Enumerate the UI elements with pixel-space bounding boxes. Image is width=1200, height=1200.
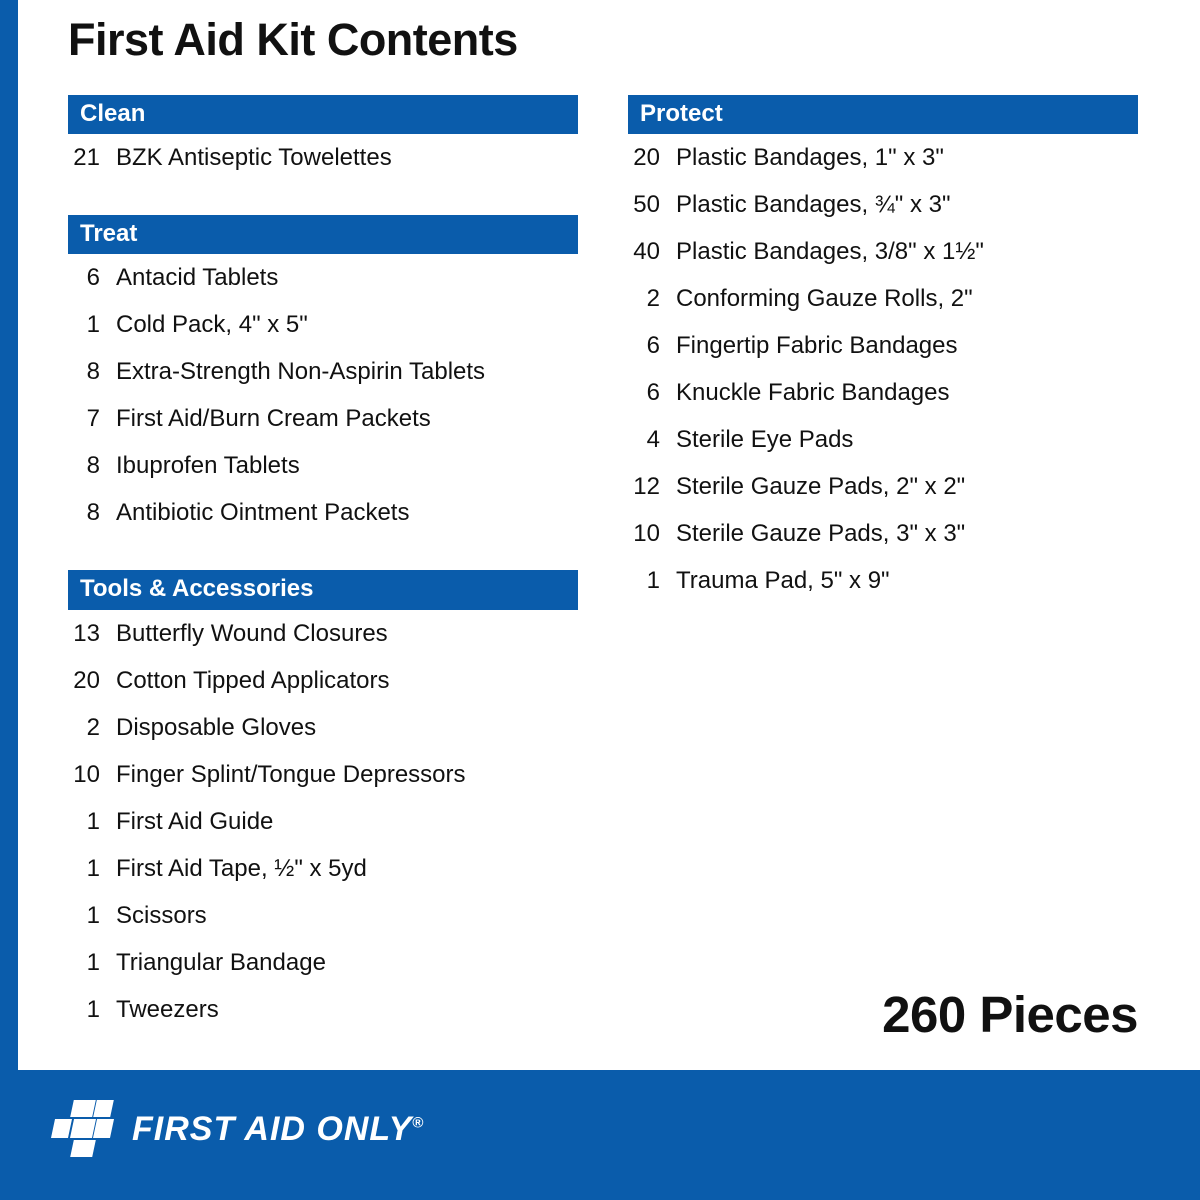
item-quantity: 21 (73, 144, 100, 172)
registered-trademark-symbol: ® (412, 1114, 425, 1132)
item-label: First Aid/Burn Cream Packets (116, 405, 431, 433)
item-label: Triangular Bandage (116, 948, 326, 976)
list-item (628, 134, 1138, 181)
list-item (628, 510, 1138, 557)
item-quantity: 1 (646, 567, 660, 595)
item-quantity: 50 (633, 191, 660, 219)
item-label: Cold Pack, 4" x 5" (116, 311, 308, 339)
item-label: Finger Splint/Tongue Depressors (116, 760, 466, 788)
item-quantity: 13 (73, 619, 100, 647)
list-item (68, 395, 578, 442)
section-treat (68, 215, 578, 536)
item-quantity: 6 (646, 379, 660, 407)
item-quantity: 1 (86, 807, 100, 835)
item-label: First Aid Guide (116, 807, 274, 835)
list-item (68, 610, 578, 657)
item-label: Butterfly Wound Closures (116, 619, 388, 647)
brand-logo (52, 1098, 424, 1160)
left-accent-bar (0, 0, 18, 1070)
total-pieces-count: 260 Pieces (882, 986, 1138, 1043)
list-item (68, 254, 578, 301)
item-label: Knuckle Fabric Bandages (676, 379, 950, 407)
item-quantity: 1 (86, 311, 100, 339)
section-header-tools: Tools & Accessories (68, 570, 578, 609)
item-label: Cotton Tipped Applicators (116, 666, 390, 694)
spacer (68, 536, 578, 570)
item-list-treat (68, 254, 578, 536)
list-item (628, 463, 1138, 510)
item-list-tools (68, 610, 578, 1033)
item-label: Trauma Pad, 5" x 9" (676, 567, 890, 595)
item-quantity: 10 (633, 520, 660, 548)
list-item (68, 986, 578, 1033)
left-column (68, 95, 578, 1033)
item-quantity: 1 (86, 948, 100, 976)
item-label: Plastic Bandages, 1" x 3" (676, 144, 944, 172)
item-quantity: 20 (73, 666, 100, 694)
item-label: Sterile Eye Pads (676, 426, 854, 454)
item-quantity: 1 (86, 901, 100, 929)
list-item (68, 301, 578, 348)
item-list-protect (628, 134, 1138, 604)
section-header-treat: Treat (68, 215, 578, 254)
item-label: First Aid Tape, ½" x 5yd (116, 854, 367, 882)
first-aid-cross-icon (52, 1098, 114, 1160)
list-item (68, 751, 578, 798)
list-item (628, 181, 1138, 228)
list-item (68, 704, 578, 751)
item-label: Conforming Gauze Rolls, 2" (676, 285, 973, 313)
list-item (68, 348, 578, 395)
item-quantity: 8 (86, 499, 100, 527)
footer-bar (0, 1070, 1200, 1200)
item-quantity: 8 (86, 358, 100, 386)
item-quantity: 2 (86, 713, 100, 741)
item-label: Plastic Bandages, 3/8" x 1½" (676, 238, 984, 266)
item-label: Antacid Tablets (116, 264, 279, 292)
section-header-clean: Clean (68, 95, 578, 134)
page-title: First Aid Kit Contents (68, 14, 518, 65)
section-protect (628, 95, 1138, 604)
item-label: Extra-Strength Non-Aspirin Tablets (116, 358, 486, 386)
item-quantity: 7 (86, 405, 100, 433)
list-item (628, 275, 1138, 322)
item-label: Sterile Gauze Pads, 2" x 2" (676, 473, 966, 501)
item-label: Fingertip Fabric Bandages (676, 332, 958, 360)
item-quantity: 6 (646, 332, 660, 360)
section-clean (68, 95, 578, 181)
item-quantity: 20 (633, 144, 660, 172)
item-quantity: 8 (86, 452, 100, 480)
item-quantity: 4 (646, 426, 660, 454)
list-item (628, 416, 1138, 463)
list-item (68, 489, 578, 536)
item-label: Sterile Gauze Pads, 3" x 3" (676, 520, 966, 548)
item-quantity: 1 (86, 995, 100, 1023)
list-item (68, 442, 578, 489)
item-label: Ibuprofen Tablets (116, 452, 300, 480)
item-quantity: 2 (646, 285, 660, 313)
item-quantity: 10 (73, 760, 100, 788)
item-label: Antibiotic Ointment Packets (116, 499, 410, 527)
list-item (68, 845, 578, 892)
item-quantity: 40 (633, 238, 660, 266)
item-label: Disposable Gloves (116, 713, 317, 741)
item-quantity: 6 (86, 264, 100, 292)
list-item (628, 228, 1138, 275)
list-item (68, 892, 578, 939)
right-column (628, 95, 1138, 604)
item-label: BZK Antiseptic Towelettes (116, 144, 392, 172)
spacer (68, 181, 578, 215)
item-label: Plastic Bandages, ¾" x 3" (676, 191, 951, 219)
list-item (68, 657, 578, 704)
item-quantity: 12 (633, 473, 660, 501)
list-item (68, 798, 578, 845)
brand-name (132, 1110, 424, 1149)
list-item (68, 939, 578, 986)
list-item (628, 369, 1138, 416)
list-item (628, 557, 1138, 604)
section-tools-accessories (68, 570, 578, 1032)
item-label: Tweezers (116, 995, 219, 1023)
item-quantity: 1 (86, 854, 100, 882)
section-header-protect: Protect (628, 95, 1138, 134)
brand-name-text: FIRST AID ONLY (132, 1109, 413, 1148)
list-item (628, 322, 1138, 369)
item-label: Scissors (116, 901, 207, 929)
list-item (68, 134, 578, 181)
item-list-clean (68, 134, 578, 181)
